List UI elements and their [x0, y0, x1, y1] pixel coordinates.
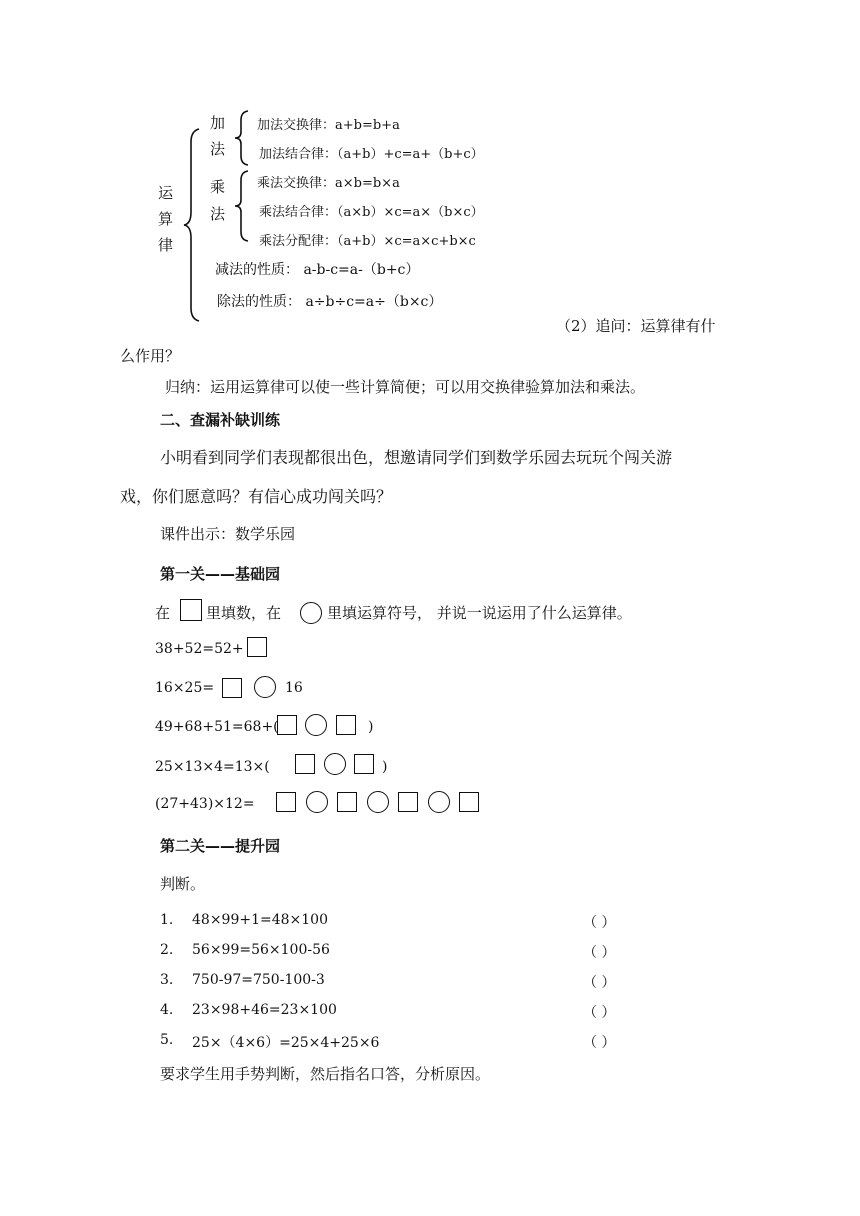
instruction-text: 在 — [155, 604, 171, 622]
closing-text: 要求学生用手势判断，然后指名口答，分析原因。 — [160, 1065, 491, 1083]
item-expression: 23×98+46=23×100 — [192, 1002, 337, 1018]
summary-text: 归纳：运用运算律可以使一些计算简便；可以用交换律验算加法和乘法。 — [165, 378, 646, 396]
equation-3-tail: ) — [368, 719, 374, 735]
subtraction-property: 减法的性质： a-b-c=a-（b+c） — [215, 262, 420, 278]
division-property: 除法的性质： a÷b÷c=a÷（b×c） — [217, 294, 443, 310]
operator-circle[interactable] — [306, 791, 328, 813]
equation-4: 25×13×4=13×( — [155, 759, 270, 775]
instruction-text: 里填数，在 — [206, 604, 282, 622]
judge-instruction: 判断。 — [160, 875, 206, 893]
item-expression: 48×99+1=48×100 — [192, 912, 328, 928]
item-number: 1. — [160, 912, 174, 928]
answer-parentheses[interactable]: （ ） — [583, 915, 616, 931]
answer-box[interactable] — [295, 754, 315, 774]
item-expression: 56×99=56×100-56 — [192, 942, 330, 958]
section-heading: 二、查漏补缺训练 — [160, 411, 281, 429]
law-tree-root-char: 运 — [158, 184, 174, 202]
intro-paragraph-cont: 戏，你们愿意吗？有信心成功闯关吗？ — [120, 487, 393, 506]
item-number: 4. — [160, 1002, 174, 1018]
item-number: 5. — [160, 1032, 174, 1048]
addition-law-item: 加法交换律：a+b=b+a — [257, 118, 400, 133]
answer-parentheses[interactable]: （ ） — [583, 1035, 616, 1051]
courseware-line: 课件出示：数学乐园 — [160, 525, 296, 543]
item-expression: 25×（4×6）=25×4+25×6 — [192, 1035, 380, 1051]
answer-parentheses[interactable]: （ ） — [583, 975, 616, 991]
equation-2: 16×25= — [155, 680, 215, 696]
operator-circle[interactable] — [254, 676, 276, 698]
answer-box[interactable] — [277, 715, 297, 735]
intro-paragraph: 小明看到同学们表现都很出色，想邀请同学们到数学乐园去玩玩个闯关游 — [160, 448, 673, 467]
operator-circle[interactable] — [324, 753, 346, 775]
multiplication-law-item: 乘法结合律：（a×b）×c=a×（b×c） — [259, 205, 484, 220]
equation-5: (27+43)×12= — [155, 796, 255, 812]
answer-parentheses[interactable]: （ ） — [583, 945, 616, 961]
equation-2-tail: 16 — [285, 680, 303, 696]
multiplication-label-char: 法 — [210, 205, 226, 223]
operator-circle[interactable] — [367, 791, 389, 813]
answer-box[interactable] — [398, 792, 418, 812]
law-tree-root-char: 算 — [158, 210, 174, 228]
operator-circle-sample — [300, 602, 322, 624]
big-brace — [183, 128, 203, 322]
answer-box[interactable] — [276, 792, 296, 812]
addition-law-item: 加法结合律：（a+b）+c=a+（b+c） — [259, 147, 484, 162]
answer-box[interactable] — [247, 637, 267, 657]
item-expression: 750-97=750-100-3 — [192, 972, 325, 988]
answer-box[interactable] — [222, 678, 242, 698]
operator-circle[interactable] — [428, 791, 450, 813]
addition-label-char: 加 — [210, 114, 226, 132]
multiplication-law-item: 乘法交换律：a×b=b×a — [257, 176, 400, 191]
answer-box[interactable] — [337, 792, 357, 812]
equation-1: 38+52=52+ — [155, 641, 244, 657]
law-tree-root-char: 律 — [158, 236, 174, 254]
answer-box[interactable] — [336, 715, 356, 735]
multiplication-law-item: 乘法分配律：（a+b）×c=a×c+b×c — [259, 234, 476, 249]
question-text: （2）追问：运算律有什 — [556, 317, 716, 335]
answer-parentheses[interactable]: （ ） — [583, 1005, 616, 1021]
answer-box[interactable] — [459, 792, 479, 812]
item-number: 2. — [160, 942, 174, 958]
item-number: 3. — [160, 972, 174, 988]
equation-3: 49+68+51=68+( — [155, 719, 279, 735]
answer-box[interactable] — [354, 754, 374, 774]
instruction-text: 里填运算符号， 并说一说运用了什么运算律。 — [327, 604, 632, 622]
answer-box-sample — [180, 599, 202, 621]
operator-circle[interactable] — [305, 714, 327, 736]
equation-4-tail: ) — [382, 759, 388, 775]
addition-label-char: 法 — [210, 140, 226, 158]
multiplication-brace — [234, 170, 250, 242]
question-text-cont: 么作用？ — [120, 347, 181, 365]
addition-brace — [234, 110, 250, 166]
level2-heading: 第二关——提升园 — [160, 837, 281, 855]
multiplication-label-char: 乘 — [210, 178, 226, 196]
level1-heading: 第一关——基础园 — [160, 565, 281, 583]
